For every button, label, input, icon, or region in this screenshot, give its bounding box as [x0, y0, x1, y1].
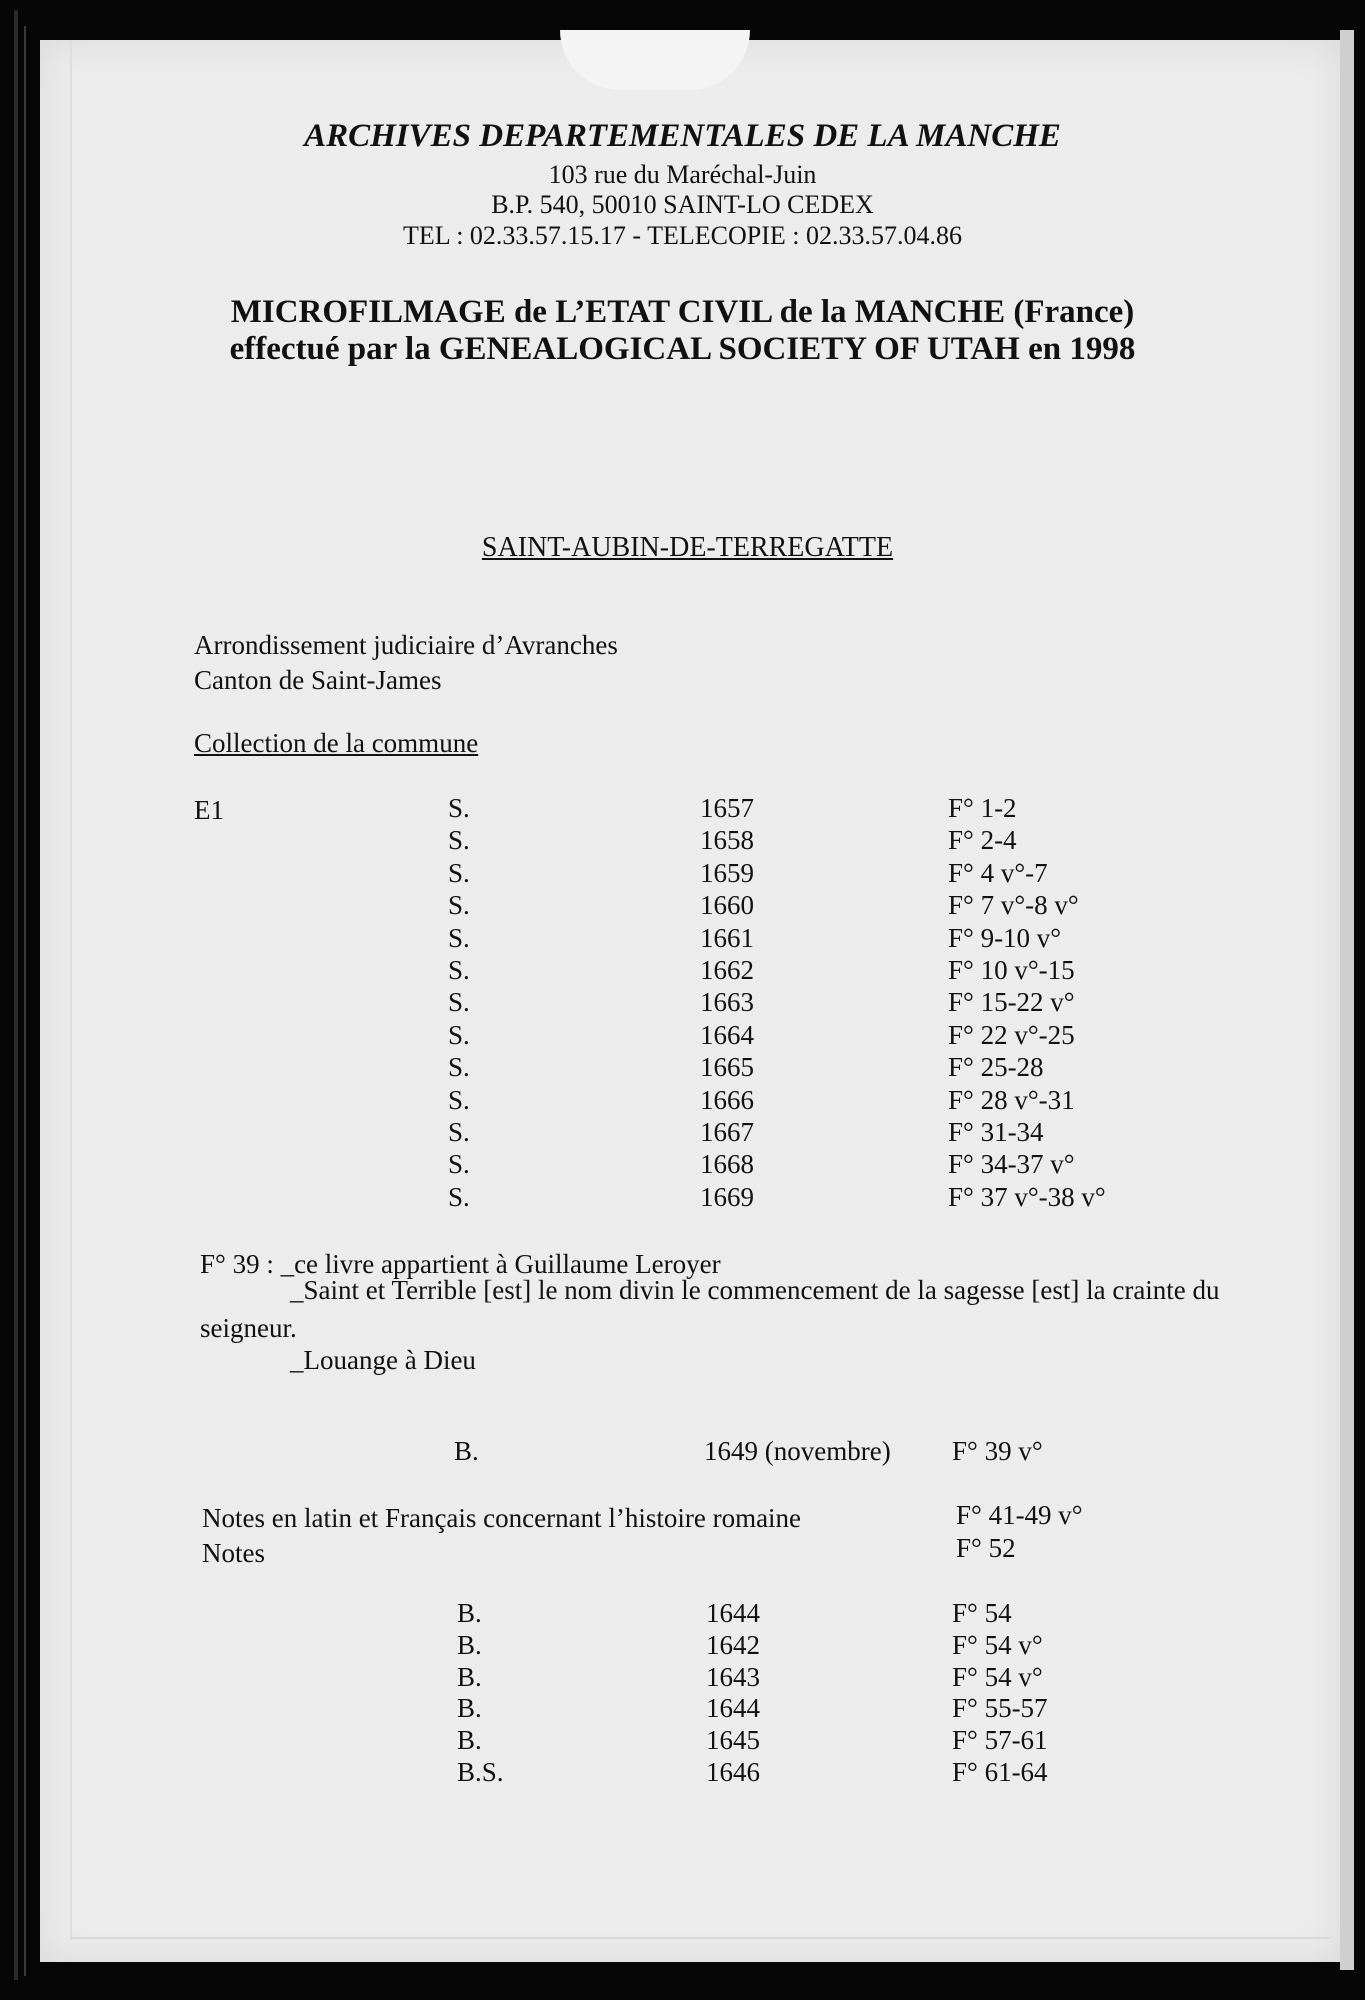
register-year: 1644: [706, 1598, 760, 1628]
phone-line: TEL : 02.33.57.15.17 - TELECOPIE : 02.33.57.04.86: [403, 221, 962, 250]
register-row: [0, 890, 1365, 922]
register-year: 1664: [700, 1019, 754, 1050]
register-folio: F° 4 v°-7: [948, 857, 1048, 888]
cote-label: E1: [194, 795, 224, 825]
register-row: [0, 1149, 1365, 1181]
register-folio: F° 1-2: [948, 793, 1017, 823]
register-year: 1668: [700, 1149, 754, 1180]
register-folio: F° 2-4: [948, 825, 1017, 856]
register-type: B.: [457, 1725, 482, 1756]
register-folio: F° 54 v°: [952, 1629, 1043, 1660]
register-type: S.: [448, 955, 470, 985]
register-folio: F° 61-64: [952, 1757, 1048, 1787]
register-year: 1662: [700, 955, 754, 985]
register-year: 1669: [700, 1181, 754, 1212]
register-row: [0, 1020, 1365, 1052]
note-line-2: _Saint et Terrible [est] le nom divin le commencement de la sagesse [est] la crainte du: [290, 1275, 1220, 1305]
register-type: B.: [457, 1598, 482, 1628]
register-type: S.: [448, 1181, 470, 1212]
register-row: [0, 1630, 1365, 1662]
notes-folio: F° 52: [956, 1533, 1016, 1563]
register-year: 1665: [700, 1052, 754, 1083]
commune-name: SAINT-AUBIN-DE-TERREGATTE: [481, 532, 894, 563]
register-year: 1661: [700, 922, 754, 953]
register-type: S.: [448, 1084, 470, 1115]
canton: Canton de Saint-James: [194, 665, 442, 695]
register-row: [0, 793, 1365, 825]
register-year: 1642: [706, 1629, 760, 1660]
register-folio: F° 10 v°-15: [948, 955, 1075, 985]
register-type: B.: [457, 1629, 482, 1660]
register-row: [0, 1725, 1365, 1757]
register-type: S.: [448, 857, 470, 888]
register-type: S.: [448, 922, 470, 953]
register-row: [0, 1662, 1365, 1694]
register-folio: F° 9-10 v°: [948, 922, 1062, 953]
register-folio: F° 37 v°-38 v°: [948, 1181, 1106, 1212]
register-folio: F° 55-57: [952, 1693, 1048, 1724]
register-type: B.: [454, 1436, 479, 1466]
register-type: B.: [457, 1661, 482, 1692]
register-folio: F° 31-34: [948, 1117, 1044, 1147]
register-folio: F° 39 v°: [952, 1436, 1043, 1466]
register-type: B.S.: [457, 1757, 504, 1787]
register-year: 1645: [706, 1725, 760, 1756]
commune-heading: [0, 532, 1365, 564]
register-folio: F° 54: [952, 1598, 1012, 1628]
register-row: [0, 1085, 1365, 1117]
collection-title: Collection de la commune: [194, 728, 479, 758]
register-folio: F° 7 v°-8 v°: [948, 890, 1079, 921]
register-folio: F° 54 v°: [952, 1661, 1043, 1692]
register-type: S.: [448, 825, 470, 856]
register-year: 1644: [706, 1693, 760, 1724]
register-year: 1659: [700, 857, 754, 888]
register-year: 1660: [700, 890, 754, 921]
baptism-1649-row: [0, 1436, 1365, 1470]
register-row: [0, 1757, 1365, 1789]
register-row: [0, 923, 1365, 955]
register-type: B.: [457, 1693, 482, 1724]
register-year: 1663: [700, 987, 754, 1018]
register-row: [0, 955, 1365, 987]
note-line-1: F° 39 : _ce livre appartient à Guillaume Leroyer: [200, 1249, 721, 1279]
arrondissement: Arrondissement judiciaire d’Avranches: [194, 630, 618, 660]
register-type: S.: [448, 1052, 470, 1083]
note-line-4: _Louange à Dieu: [290, 1345, 476, 1375]
register-folio: F° 28 v°-31: [948, 1084, 1075, 1115]
register-year: 1658: [700, 825, 754, 856]
register-row: [0, 825, 1365, 857]
register-row: [0, 1052, 1365, 1084]
register-folio: F° 22 v°-25: [948, 1019, 1075, 1050]
register-row: [0, 1117, 1365, 1149]
address-line-2: B.P. 540, 50010 SAINT-LO CEDEX: [491, 190, 874, 219]
folder-tab: [560, 30, 750, 90]
register-type: S.: [448, 793, 470, 823]
register-folio: F° 34-37 v°: [948, 1149, 1075, 1180]
register-type: S.: [448, 987, 470, 1018]
archives-title: ARCHIVES DEPARTEMENTALES DE LA MANCHE: [304, 118, 1061, 154]
register-folio: F° 57-61: [952, 1725, 1048, 1756]
register-type: S.: [448, 890, 470, 921]
notes-text: Notes: [202, 1538, 265, 1568]
register-row: [0, 987, 1365, 1019]
register-row: [0, 1182, 1365, 1214]
register-year: 1667: [700, 1117, 754, 1147]
register-row: [0, 1598, 1365, 1630]
page-fold-horizontal: [70, 1937, 1330, 1939]
register-row: [0, 1693, 1365, 1725]
microfilm-title-line-2: effectué par la GENEALOGICAL SOCIETY OF UTAH en 1998: [229, 331, 1136, 367]
latin-notes-folio: F° 41-49 v°: [956, 1500, 1083, 1530]
register-type: S.: [448, 1117, 470, 1147]
register-year: 1649 (novembre): [704, 1436, 891, 1466]
register-row: [0, 858, 1365, 890]
register-year: 1657: [700, 793, 754, 823]
register-folio: F° 25-28: [948, 1052, 1044, 1083]
register-type: S.: [448, 1149, 470, 1180]
register-year: 1643: [706, 1661, 760, 1692]
address-line-1: 103 rue du Maréchal-Juin: [548, 160, 817, 189]
register-year: 1666: [700, 1084, 754, 1115]
register-year: 1646: [706, 1757, 760, 1787]
microfilm-title-line-1: MICROFILMAGE de L’ETAT CIVIL de la MANCHE (France): [230, 294, 1135, 330]
register-type: S.: [448, 1019, 470, 1050]
note-line-3: seigneur.: [200, 1313, 297, 1343]
register-folio: F° 15-22 v°: [948, 987, 1075, 1018]
latin-notes-text: Notes en latin et Français concernant l’histoire romaine: [202, 1503, 802, 1533]
